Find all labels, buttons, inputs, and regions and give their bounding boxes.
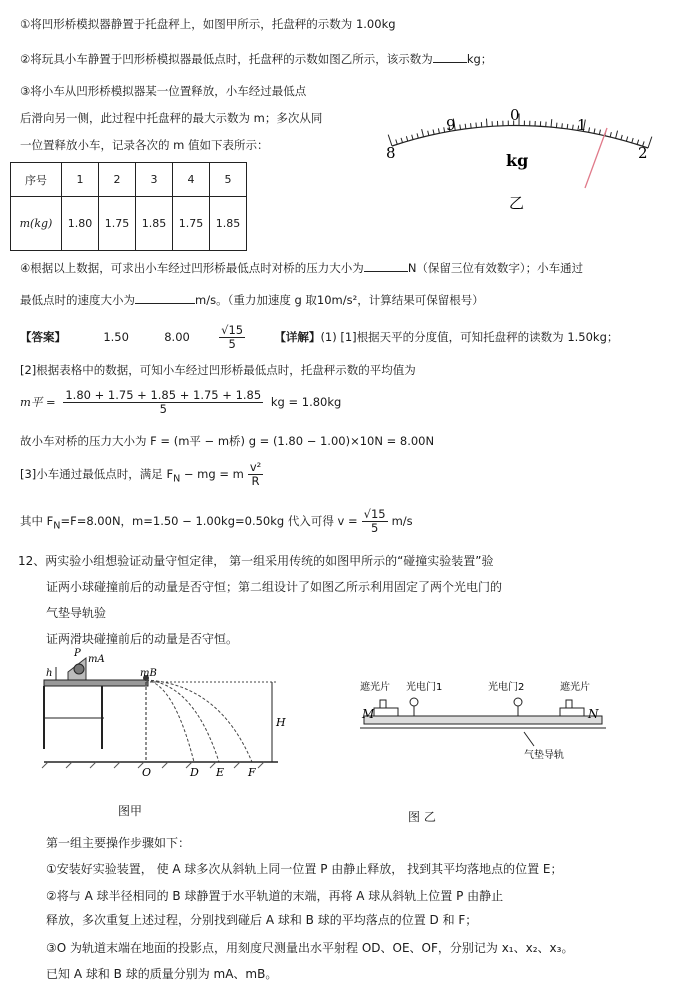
- figure-b-caption: 图 乙: [408, 810, 436, 824]
- step2-unit: kg；: [466, 52, 493, 66]
- step3-text-a: ③将小车从凹形桥模拟器某一位置释放，小车经过最低点: [20, 84, 307, 98]
- step3-text-b: 后滑向另一侧，此过程中托盘秤的最大示数为 m；多次从同: [20, 111, 323, 125]
- label-shade-left: 遮光片: [360, 682, 390, 693]
- dial-tick: [632, 138, 633, 143]
- detail-line-3: [20, 458, 267, 495]
- answer-value-3: $\frac{√15}{5}$: [221, 323, 244, 351]
- table-row-label: m(kg): [11, 197, 62, 251]
- detail-label: 【详解】: [274, 330, 321, 344]
- step4-text: ④根据以上数据，可求出小车经过凹形桥最低点时对桥的压力大小为: [20, 261, 364, 275]
- step3-text-c: 一位置释放小车，记录各次的 m 值如下表所示：: [20, 138, 269, 152]
- dial-tick: [486, 119, 487, 127]
- answer-blank-1[interactable]: [433, 50, 467, 63]
- photogate-1-icon: [410, 698, 418, 706]
- detail-line-4: [20, 505, 413, 542]
- dial-tick: [589, 127, 590, 132]
- avg-fraction: [63, 389, 263, 416]
- dial-tick: [428, 131, 429, 136]
- q12-line-4: 证两滑块碰撞前后的动量是否守恒。: [46, 632, 239, 646]
- dial-tick: [599, 130, 600, 135]
- step2-line: [20, 50, 492, 67]
- answer-blank-2[interactable]: [364, 259, 408, 272]
- step4-text: N（保留三位有效数字）；小车通过: [407, 261, 584, 275]
- dial-tick: [412, 135, 413, 140]
- subscript: N: [173, 473, 181, 485]
- dial-tick: [401, 138, 402, 143]
- step-1: ①安装好实验装置， 使 A 球多次从斜轨上同一位置 P 由静止释放， 找到其平均落地点的位置 E；: [46, 862, 563, 876]
- dial-tick: [556, 123, 557, 128]
- avg-lhs: m平 =: [20, 395, 56, 409]
- photogate-2-icon: [514, 698, 522, 706]
- avg-numerator: 1.80 + 1.75 + 1.85 + 1.75 + 1.85: [65, 388, 262, 402]
- detail-text: − mg = m: [180, 467, 244, 481]
- label-o: O: [142, 766, 152, 779]
- label-gate1: 光电门1: [406, 682, 443, 693]
- detail-text: 其中 F: [20, 514, 54, 528]
- dial-tick-label: 1: [577, 116, 587, 134]
- step-2b: 释放，多次重复上述过程，分别找到碰后 A 球和 B 球的平均落点的位置 D 和 F；: [46, 913, 478, 927]
- dial-tick: [610, 132, 611, 137]
- step4-text: 最低点时的速度大小为: [20, 293, 135, 307]
- air-track-rail: [364, 716, 602, 724]
- slider-n-icon: [560, 708, 584, 716]
- answer-line: [20, 322, 618, 352]
- figure-b-air-track: [356, 680, 618, 762]
- answer-value-2: 8.00: [164, 330, 190, 344]
- label-m: M: [362, 707, 375, 721]
- step-2a: ②将与 A 球半径相同的 B 球静置于水平轨道的末端，再将 A 球从斜轨上位置 P 由静止: [46, 889, 504, 903]
- dial-tick: [406, 136, 407, 141]
- data-table: [10, 162, 247, 251]
- speed-fraction: $\frac{√15}{5}$: [363, 507, 386, 535]
- dial-tick: [567, 124, 568, 129]
- q12-line-2: 证两小球碰撞前后的动量是否守恒；第二组设计了如图乙所示利用固定了两个光电门的: [46, 580, 503, 594]
- ball-a-icon: [74, 664, 84, 674]
- dial-tick: [465, 124, 466, 129]
- dial-tick: [476, 123, 477, 128]
- dial-tick: [422, 129, 424, 137]
- dial-tick: [562, 123, 563, 128]
- table-value: 1.75: [99, 197, 136, 251]
- step2-text: ②将玩具小车静置于凹形桥模拟器最低点时，托盘秤的示数如图乙所示，该示数为: [20, 52, 433, 66]
- dial-tick-label: 8: [386, 144, 396, 162]
- q12-line-3: 气垫导轨验: [46, 606, 107, 620]
- table-value: 1.80: [62, 197, 99, 251]
- avg-rhs: kg = 1.80kg: [270, 395, 342, 409]
- figure-a-collision-apparatus: [44, 648, 294, 784]
- dial-tick: [573, 125, 574, 130]
- speed-unit: m/s: [391, 514, 413, 528]
- table-value: 1.75: [173, 197, 210, 251]
- label-p: P: [74, 648, 81, 659]
- step4-text: m/s。（重力加速度 g 取10m/s²，计算结果可保留根号）: [195, 293, 484, 307]
- dial-tick: [417, 133, 418, 138]
- avg-denominator: 5: [159, 402, 167, 416]
- dial-tick: [626, 136, 627, 141]
- figure-a-caption: 图甲: [118, 804, 143, 818]
- slider-m-icon: [374, 708, 398, 716]
- dial-unit: kg: [506, 151, 529, 170]
- table-index: 1: [62, 163, 99, 197]
- detail-text: =F=8.00N，m=1.50 − 1.00kg=0.50kg 代入可得 v =: [60, 514, 358, 528]
- table-index: 3: [136, 163, 173, 197]
- answer-label: 【答案】: [20, 330, 66, 344]
- detail-text: [3]小车通过最低点时，满足 F: [20, 467, 174, 481]
- label-shade-right: 遮光片: [560, 682, 590, 693]
- dial-tick-label: 9: [446, 116, 456, 134]
- label-mb: mB: [140, 668, 157, 679]
- table-header-label: 序号: [11, 163, 62, 197]
- step1-text: ①将凹形桥模拟器静置于托盘秤上，如图甲所示，托盘秤的示数为 1.00kg: [20, 17, 396, 31]
- dial-tick: [438, 128, 439, 133]
- subscript: N: [53, 520, 61, 532]
- dial-tick-label: 2: [638, 144, 648, 162]
- scale-dial: [378, 86, 674, 216]
- label-d: D: [190, 766, 199, 779]
- label-rail: 气垫导轨: [524, 750, 564, 761]
- dial-tick: [616, 131, 618, 139]
- table-index: 4: [173, 163, 210, 197]
- dial-needle: [585, 128, 607, 188]
- dial-tick: [648, 137, 652, 148]
- dial-tick: [471, 123, 472, 128]
- dial-tick: [551, 119, 552, 127]
- q12-line-1: 12、两实验小组想验证动量守恒定律， 第一组采用传统的如图甲所示的“碰撞实验装置”验: [18, 554, 494, 568]
- label-e: E: [216, 766, 225, 779]
- dial-tick: [594, 128, 595, 133]
- table-index: 5: [210, 163, 247, 197]
- average-formula: [20, 386, 341, 418]
- label-ma: mA: [88, 654, 105, 665]
- step4-line-b: [20, 291, 484, 308]
- dial-tick-label: 0: [510, 106, 520, 124]
- answer-blank-3[interactable]: [135, 291, 195, 304]
- steps-intro: 第一组主要操作步骤如下：: [46, 836, 191, 850]
- label-gate2: 光电门2: [488, 682, 525, 693]
- dial-tick: [444, 127, 445, 132]
- table-value: 1.85: [210, 197, 247, 251]
- velocity-fraction: $\frac{\text{v²}}{R}$: [249, 460, 262, 488]
- dial-caption: 乙: [509, 194, 525, 212]
- force-line: 故小车对桥的压力大小为 F = (m平 − m桥) g = (1.80 − 1.00)×10N = 8.00N: [20, 434, 435, 448]
- table-index: 2: [99, 163, 136, 197]
- label-n: N: [588, 707, 599, 721]
- label-h: h: [46, 668, 53, 679]
- step-3a: ③O 为轨道末端在地面的投影点，用刻度尺测量出水平射程 OD、OE、OF，分别记为 x₁、x₂、x₃。: [46, 941, 574, 955]
- answer-value-1: 1.50: [103, 330, 129, 344]
- label-H: H: [276, 716, 286, 729]
- dial-tick: [621, 135, 622, 140]
- table-value: 1.85: [136, 197, 173, 251]
- dial-tick: [460, 125, 461, 130]
- detail-text: (1) [1]根据天平的分度值，可知托盘秤的读数为 1.50kg；: [320, 330, 619, 344]
- dial-tick: [433, 130, 434, 135]
- step-3b: 已知 A 球和 B 球的质量分别为 mA、mB。: [46, 967, 278, 981]
- step4-line-a: [20, 259, 583, 276]
- label-f: F: [248, 766, 256, 779]
- dial-tick: [396, 140, 398, 145]
- detail-line-2: [2]根据表格中的数据，可知小车经过凹形桥最低点时，托盘秤示数的平均值为: [20, 363, 416, 377]
